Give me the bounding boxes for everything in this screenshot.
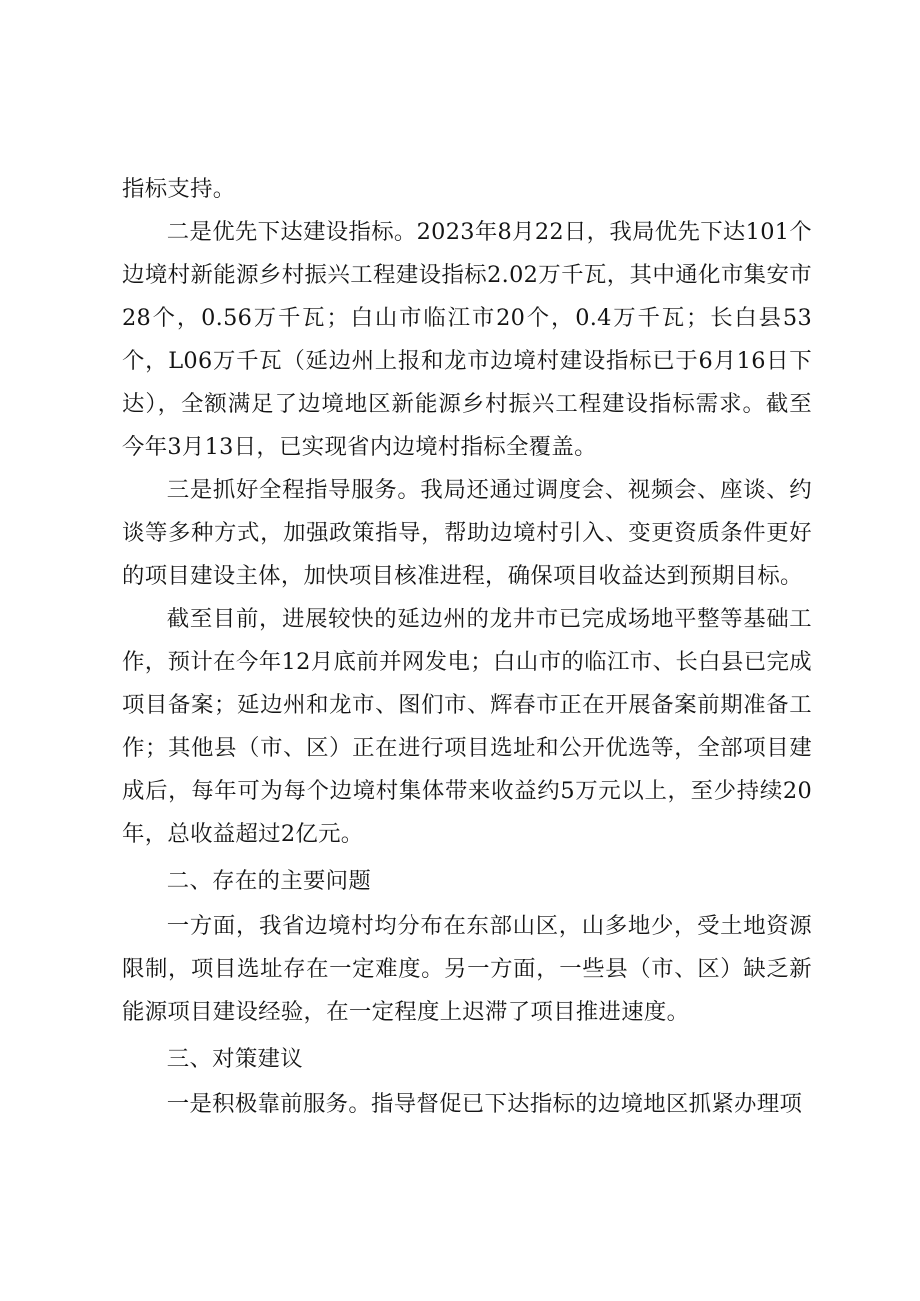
paragraph-problems: 一方面，我省边境村均分布在东部山区，山多地少，受土地资源限制，项目选址存在一定难度。另一方面，一些县（市、区）缺乏新能源项目建设经验，在一定程度上迟滞了项目推进速度。 [122, 913, 812, 1025]
paragraph-continuation: 指标支持。 [122, 176, 236, 202]
section-heading-problems: 二、存在的主要问题 [166, 868, 372, 894]
document-body [122, 168, 812, 1126]
paragraph-construction-targets: 二是优先下达建设指标。2023年8月22日，我局优先下达101个边境村新能源乡村振兴工程建设指标2.02万千瓦，其中通化市集安市28个，0.56万千瓦；白山市临江市20个，0.4万千瓦；长白县53个，L06万千瓦（延边州上报和龙市边境村建设指标已于6月16日下达），全额满足了边境地区新能源乡村振兴工程建设指标需求。截至今年3月13日，已实现省内边境村指标全覆盖。 [122, 219, 812, 460]
paragraph-suggestion-1: 一是积极靠前服务。指导督促已下达指标的边境地区抓紧办理项 [166, 1091, 803, 1117]
section-heading-suggestions: 三、对策建议 [166, 1046, 303, 1072]
paragraph-guidance-service: 三是抓好全程指导服务。我局还通过调度会、视频会、座谈、约谈等多种方式，加强政策指导，帮助边境村引入、变更资质条件更好的项目建设主体，加快项目核准进程，确保项目收益达到预期目标。 [122, 477, 812, 589]
paragraph-progress: 截至目前，进展较快的延边州的龙井市已完成场地平整等基础工作，预计在今年12月底前并网发电；白山市的临江市、长白县已完成项目备案；延边州和龙市、图们市、辉春市正在开展备案前期准备工作；其他县（市、区）正在进行项目选址和公开优选等，全部项目建成后，每年可为每个边境村集体带来收益约5万元以上，至少持续20年，总收益超过2亿元。 [122, 606, 812, 847]
